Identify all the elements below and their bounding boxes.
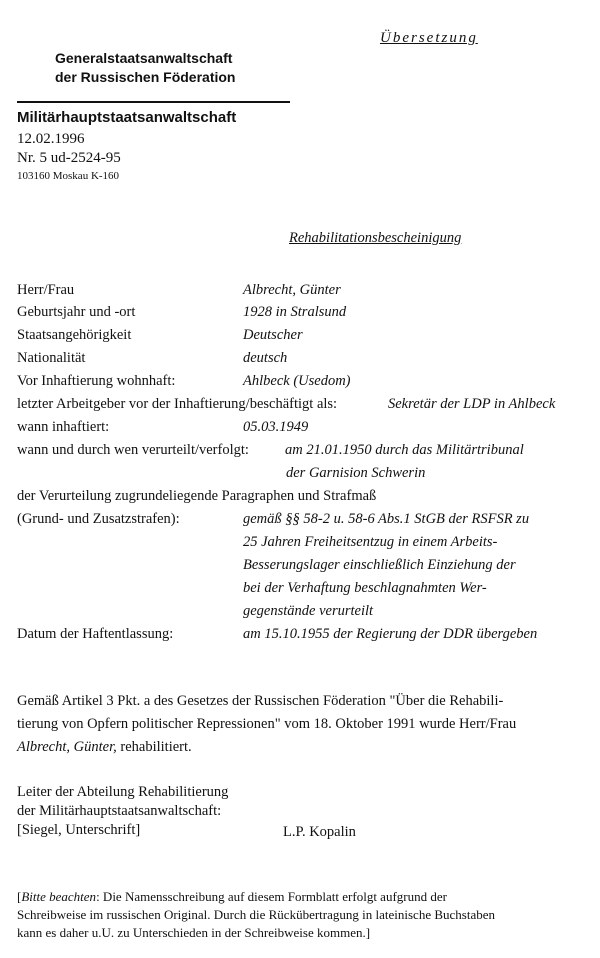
sentence-line: 25 Jahren Freiheitsentzug in einem Arbeits- [243,534,498,550]
note-label: Bitte beachten [21,889,97,904]
convicted-value-line-2: der Garnision Schwerin [286,465,426,481]
sentence-line: gemäß §§ 58-2 u. 58-6 Abs.1 StGB der RSFSR zu [243,511,530,527]
note-line-1 [17,889,447,905]
document-date: 12.02.1996 [17,131,85,147]
convicted-value-line-1: am 21.01.1950 durch das Militärtribunal [285,442,524,458]
signature-line-1: Leiter der Abteilung Rehabilitierung [17,784,229,800]
arrested-value: 05.03.1949 [243,419,309,435]
statement-line-3 [17,739,192,756]
residence-label: Vor Inhaftierung wohnhaft: [17,373,176,389]
header-divider [17,101,290,103]
sentence-line: gegenstände verurteilt [243,603,374,619]
employer-label: letzter Arbeitgeber vor der Inhaftierung/beschäftigt als: [17,396,338,412]
note-line-3: kann es daher u.U. zu Unterschieden in der Schreibweise kommen.] [17,925,371,940]
nationality-value: deutsch [243,350,288,366]
note-bracket: [ [17,889,22,904]
statement-line-2: tierung von Opfern politischer Repressionen" vom 18. Oktober 1991 wurde Herr/Frau [17,716,517,732]
statement-suffix: rehabilitiert. [120,739,192,755]
seal-signature: [Siegel, Unterschrift] [17,822,141,838]
name-value: Albrecht, Günter [243,282,341,298]
release-label: Datum der Haftentlassung: [17,626,174,642]
issuer-line-1: Generalstaatsanwaltschaft [55,50,233,66]
residence-value: Ahlbeck (Usedom) [243,373,351,389]
translation-label: Übersetzung [380,30,478,46]
nationality-label: Nationalität [17,350,86,366]
name-label: Herr/Frau [17,282,75,298]
citizenship-value: Deutscher [243,327,303,343]
signature-line-2: der Militärhauptstaatsanwaltschaft: [17,803,222,819]
paragraphs-heading: der Verurteilung zugrundeliegende Paragraphen und Strafmaß [17,488,377,504]
sentence-label: (Grund- und Zusatzstrafen): [17,511,180,527]
employer-value: Sekretär der LDP in Ahlbeck [388,396,556,412]
office-name: Militärhauptstaatsanwaltschaft [17,109,237,126]
document-number: Nr. 5 ud-2524-95 [17,150,121,166]
issuer-line-2: der Russischen Föderation [55,69,236,85]
signer-name: L.P. Kopalin [283,824,356,840]
arrested-label: wann inhaftiert: [17,419,110,435]
birth-label: Geburtsjahr und -ort [17,304,136,320]
note-text-1: : Die Namensschreibung auf diesem Formblatt erfolgt aufgrund der [96,889,447,904]
office-address: 103160 Moskau K-160 [17,170,120,182]
release-value: am 15.10.1955 der Regierung der DDR übergeben [243,626,538,642]
statement-line-1: Gemäß Artikel 3 Pkt. a des Gesetzes der Russischen Föderation "Über die Rehabili- [17,693,504,709]
sentence-line: bei der Verhaftung beschlagnahmten Wer- [243,580,487,596]
statement-person-name: Albrecht, Günter, [17,739,117,755]
document-title: Rehabilitationsbescheinigung [289,230,462,246]
convicted-label: wann und durch wen verurteilt/verfolgt: [17,442,249,458]
citizenship-label: Staatsangehörigkeit [17,327,132,343]
birth-value: 1928 in Stralsund [243,304,347,320]
note-line-2: Schreibweise im russischen Original. Durch die Rückübertragung in lateinische Buchstaben [17,907,495,922]
sentence-line: Besserungslager einschließlich Einziehung der [243,557,516,573]
